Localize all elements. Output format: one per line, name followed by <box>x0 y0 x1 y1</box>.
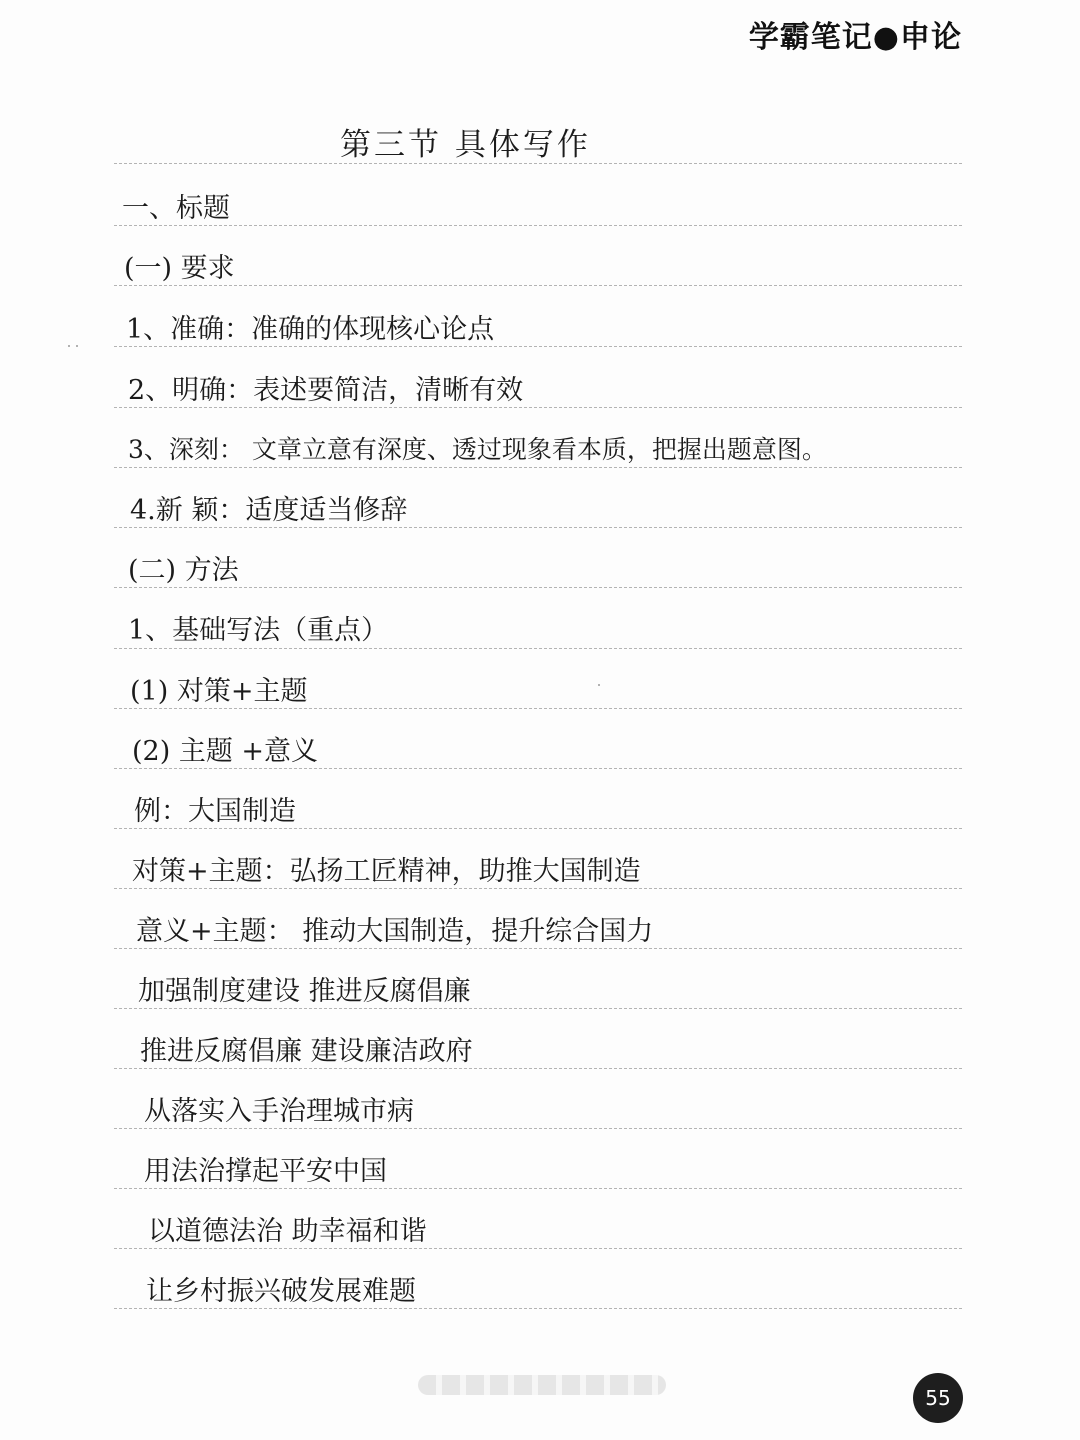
note-line: 例：大国制造 <box>134 796 296 827</box>
scan-speck <box>76 345 78 347</box>
note-line: (1) 对策+主题 <box>130 676 308 707</box>
note-line: 加强制度建设 推进反腐倡廉 <box>138 976 471 1007</box>
ruled-line <box>114 768 962 769</box>
ruled-line <box>114 828 962 829</box>
ruled-line <box>114 285 962 286</box>
note-line: 用法治撑起平安中国 <box>144 1156 387 1187</box>
note-line: 2、明确：表述要简洁，清晰有效 <box>128 375 524 406</box>
note-line: (一) 要求 <box>124 253 235 284</box>
note-line: 3、深刻： 文章立意有深度、透过现象看本质，把握出题意图。 <box>128 435 827 464</box>
ruled-line <box>114 587 962 588</box>
note-line: 意义+主题： 推动大国制造，提升综合国力 <box>136 916 654 947</box>
ruled-line <box>114 225 962 226</box>
note-line: 让乡村振兴破发展难题 <box>146 1276 416 1307</box>
ruled-line <box>114 888 962 889</box>
page-number-badge: 55 <box>913 1373 963 1423</box>
ruled-line <box>114 346 962 347</box>
footer-watermark-strip <box>418 1375 666 1395</box>
note-line: 一、标题 <box>122 193 230 224</box>
note-line: (2) 主题 +意义 <box>132 736 319 767</box>
ruled-line <box>114 1308 962 1309</box>
note-line: 1、基础写法（重点） <box>128 615 389 646</box>
ruled-line <box>114 648 962 649</box>
ruled-line <box>114 1068 962 1069</box>
scan-speck <box>68 345 70 347</box>
ruled-line <box>114 407 962 408</box>
ruled-line <box>114 1128 962 1129</box>
ruled-line <box>114 948 962 949</box>
note-line: 推进反腐倡廉 建设廉洁政府 <box>140 1036 473 1067</box>
ruled-line <box>114 527 962 528</box>
note-line: (二) 方法 <box>128 555 239 586</box>
note-line: 从落实入手治理城市病 <box>144 1096 414 1127</box>
ruled-line <box>114 1008 962 1009</box>
brand-header: 学霸笔记●申论 <box>748 20 962 55</box>
ruled-line <box>114 708 962 709</box>
note-line: 4.新 颖：适度适当修辞 <box>130 495 408 526</box>
note-line: 1、准确：准确的体现核心论点 <box>126 314 495 345</box>
scan-speck <box>598 684 600 686</box>
note-line: 以道德法治 助幸福和谐 <box>148 1216 427 1247</box>
ruled-line <box>114 1188 962 1189</box>
ruled-line <box>114 163 962 164</box>
ruled-line <box>114 1248 962 1249</box>
section-title: 第三节 具体写作 <box>340 127 591 163</box>
ruled-line <box>114 467 962 468</box>
note-line: 对策+主题：弘扬工匠精神，助推大国制造 <box>132 856 641 887</box>
